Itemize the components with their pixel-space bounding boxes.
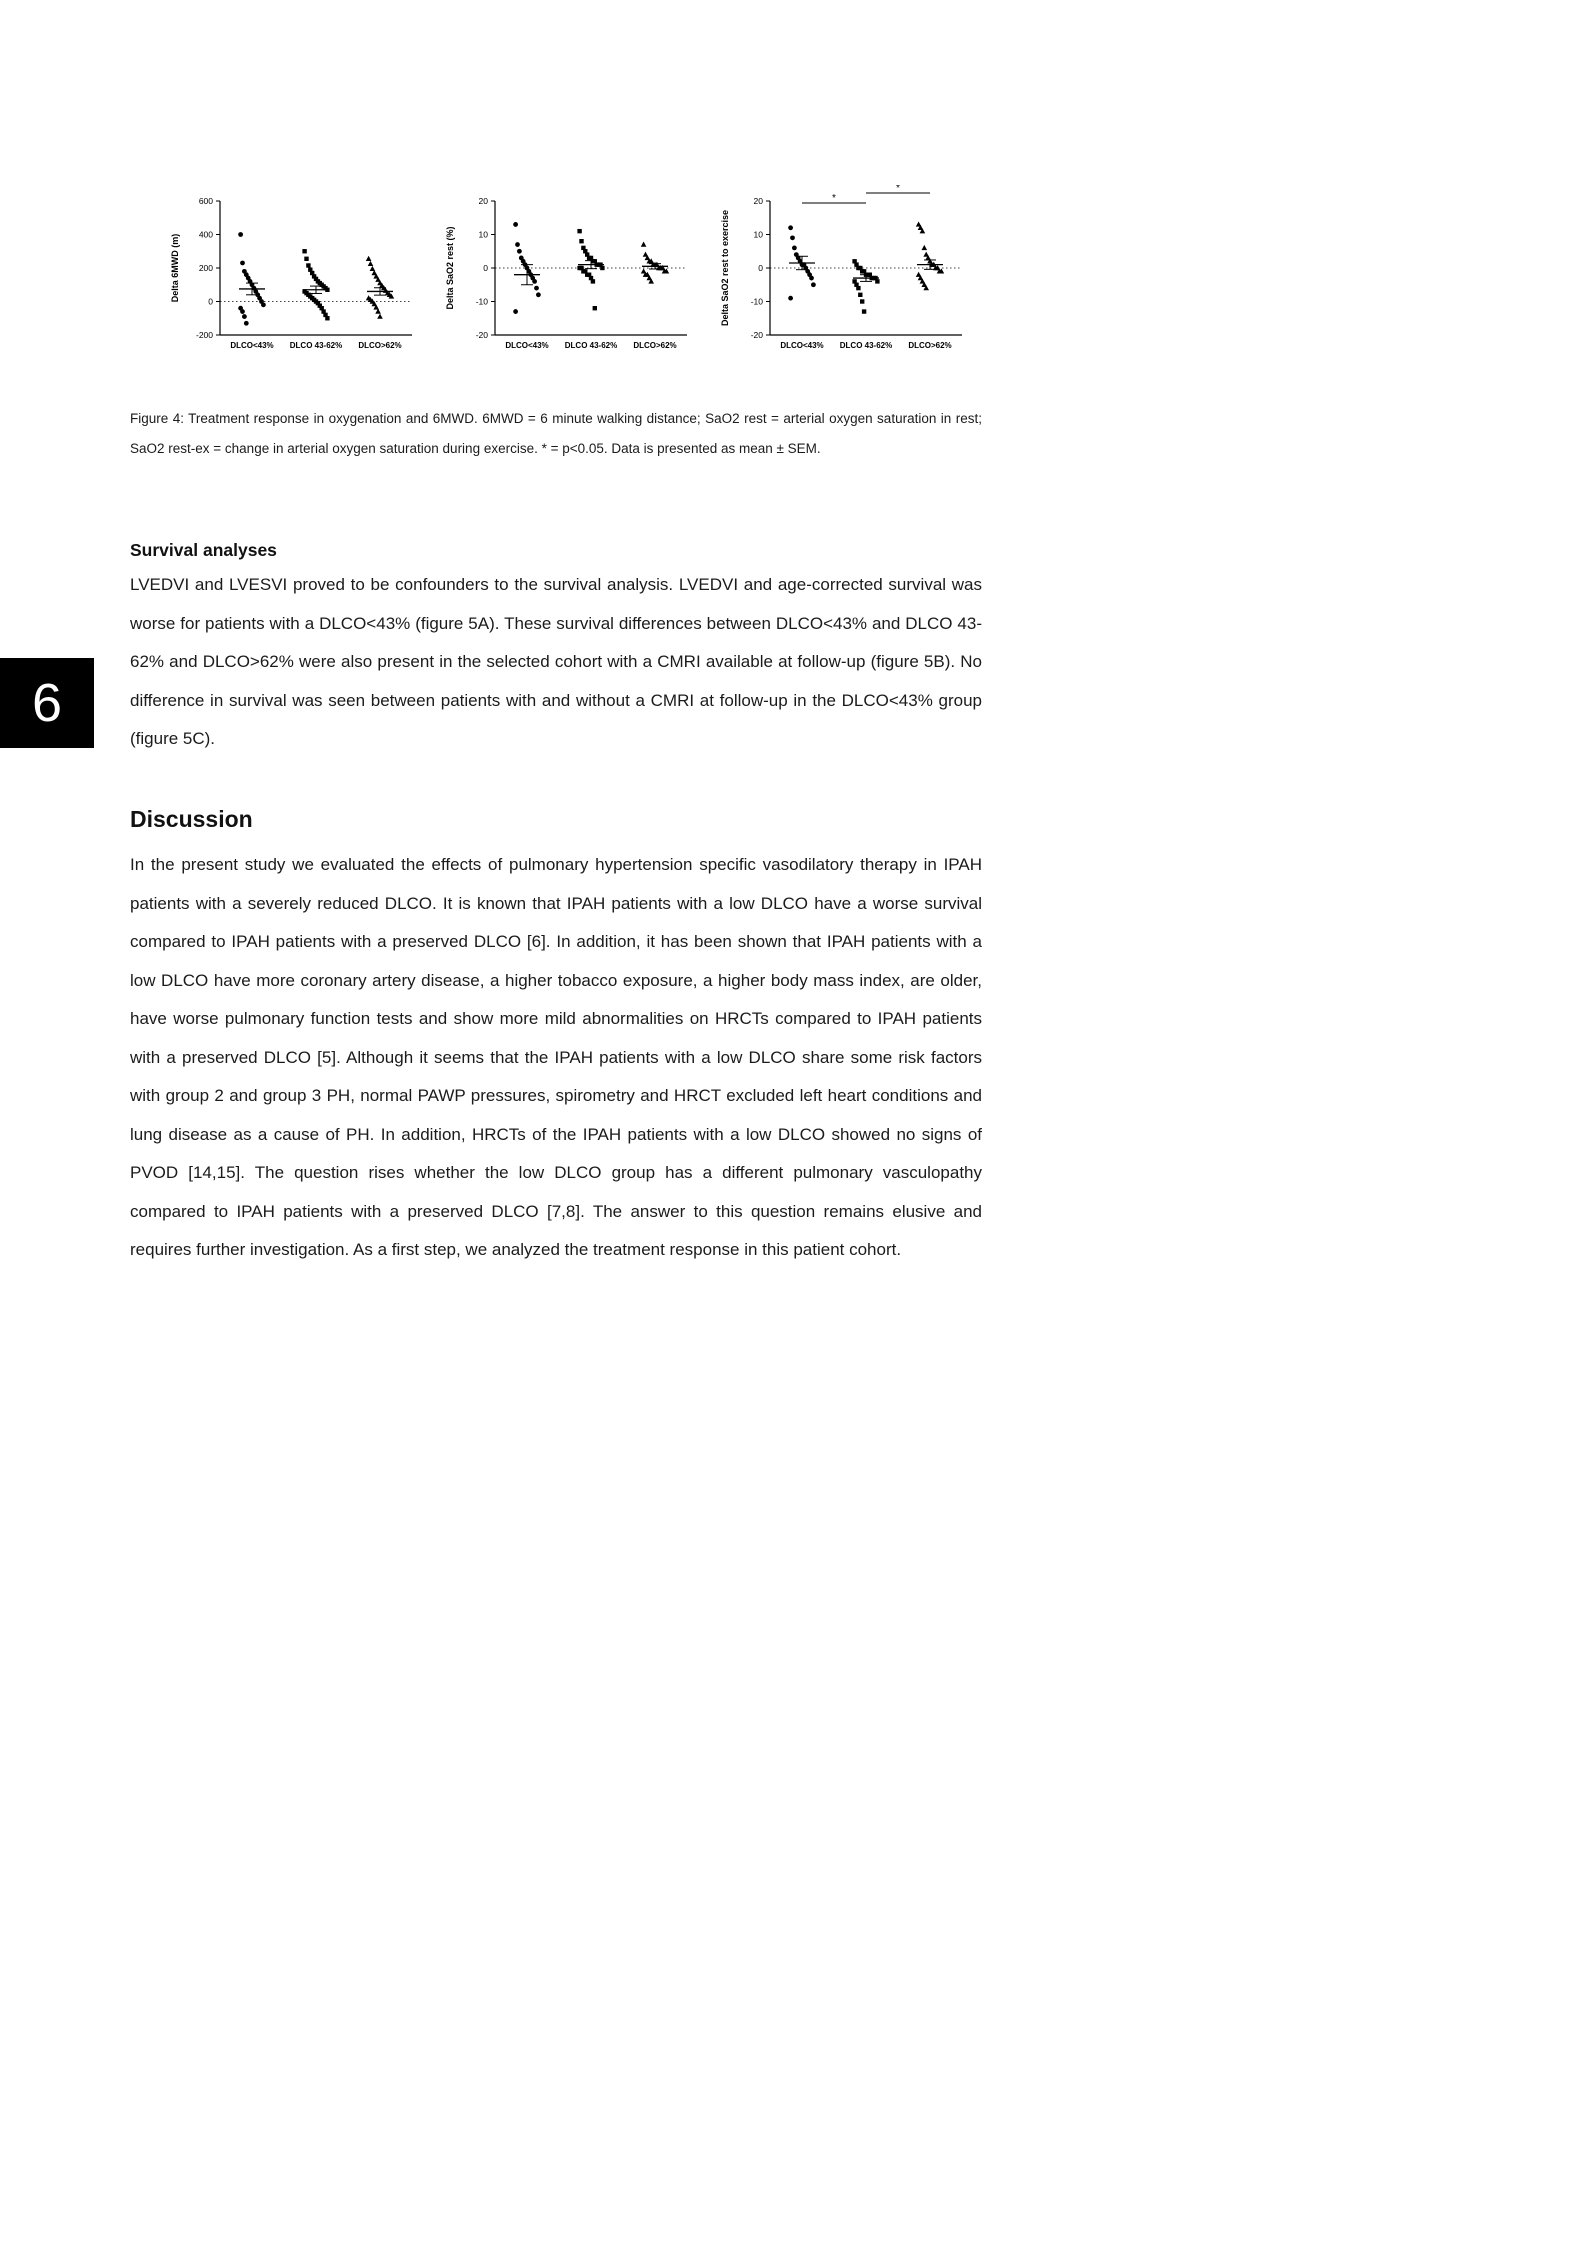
figure4-chart-delta-sao2-rest bbox=[443, 185, 693, 370]
svg-text:200: 200 bbox=[198, 263, 213, 273]
svg-text:0: 0 bbox=[758, 263, 763, 273]
svg-text:600: 600 bbox=[198, 196, 213, 206]
chapter-number-tab: 6 bbox=[0, 658, 94, 748]
svg-text:DLCO>62%: DLCO>62% bbox=[358, 341, 402, 350]
discussion-heading: Discussion bbox=[130, 806, 253, 832]
svg-text:-20: -20 bbox=[475, 330, 488, 340]
figure4-caption: Figure 4: Treatment response in oxygenation and 6MWD. 6MWD = 6 minute walking distance; SaO2 rest = arterial oxygen saturation in rest; SaO2 rest-ex = change in arterial oxygen saturation during exercise. * = p<0.05. Data is presented as mean ± SEM. bbox=[130, 411, 982, 456]
svg-text:Delta SaO2 rest to exercise: Delta SaO2 rest to exercise bbox=[720, 209, 730, 327]
figure4-chart-delta-6mwd bbox=[168, 185, 418, 370]
svg-text:DLCO>62%: DLCO>62% bbox=[633, 341, 677, 350]
svg-text:-200: -200 bbox=[195, 330, 213, 340]
svg-text:Delta 6MWD (m): Delta 6MWD (m) bbox=[170, 233, 180, 303]
svg-text:*: * bbox=[896, 185, 900, 194]
svg-text:-10: -10 bbox=[475, 296, 488, 307]
svg-text:DLCO<43%: DLCO<43% bbox=[780, 341, 824, 350]
svg-text:DLCO<43%: DLCO<43% bbox=[230, 341, 274, 350]
svg-text:DLCO 43-62%: DLCO 43-62% bbox=[289, 341, 343, 350]
survival-analyses-heading: Survival analyses bbox=[130, 540, 277, 560]
svg-text:*: * bbox=[832, 193, 836, 204]
svg-text:DLCO 43-62%: DLCO 43-62% bbox=[839, 341, 893, 350]
svg-text:-20: -20 bbox=[750, 330, 763, 340]
figure4-chart-delta-sao2-exercise bbox=[718, 185, 968, 370]
svg-text:400: 400 bbox=[198, 229, 213, 240]
svg-text:20: 20 bbox=[753, 196, 763, 206]
svg-text:-10: -10 bbox=[750, 296, 763, 307]
svg-text:20: 20 bbox=[478, 196, 488, 206]
svg-text:DLCO 43-62%: DLCO 43-62% bbox=[564, 341, 618, 350]
figure4-charts bbox=[168, 185, 968, 370]
svg-text:0: 0 bbox=[208, 296, 213, 307]
survival-analyses-paragraph: LVEDVI and LVESVI proved to be confounders to the survival analysis. LVEDVI and age-corrected survival was worse for patients with a DLCO<43% (figure 5A). These survival differences between DLCO<43% and DLCO 43-62% and DLCO>62% were also present in the selected cohort with a CMRI available at follow-up (figure 5B). No difference in survival was seen between patients with and without a CMRI at follow-up in the DLCO<43% group (figure 5C). bbox=[130, 575, 982, 748]
svg-text:DLCO>62%: DLCO>62% bbox=[908, 341, 952, 350]
discussion-paragraph: In the present study we evaluated the effects of pulmonary hypertension specific vasodilatory therapy in IPAH patients with a severely reduced DLCO. It is known that IPAH patients with a low DLCO have a worse survival compared to IPAH patients with a preserved DLCO [6]. In addition, it has been shown that IPAH patients with a low DLCO have more coronary artery disease, a higher tobacco exposure, a higher body mass index, are older, have worse pulmonary function tests and show more mild abnormalities on HRCTs compared to IPAH patients with a preserved DLCO [5]. Although it seems that the IPAH patients with a low DLCO share some risk factors with group 2 and group 3 PH, normal PAWP pressures, spirometry and HRCT excluded left heart conditions and lung disease as a cause of PH. In addition, HRCTs of the IPAH patients with a low DLCO showed no signs of PVOD [14,15]. The question rises whether the low DLCO group has a different pulmonary vasculopathy compared to IPAH patients with a preserved DLCO [7,8]. The answer to this question remains elusive and requires further investigation. As a first step, we analyzed the treatment response in this patient cohort. bbox=[130, 855, 982, 1259]
svg-text:0: 0 bbox=[483, 263, 488, 273]
svg-text:Delta SaO2 rest (%): Delta SaO2 rest (%) bbox=[445, 226, 455, 310]
svg-text:10: 10 bbox=[753, 229, 763, 240]
svg-text:10: 10 bbox=[478, 229, 488, 240]
svg-text:DLCO<43%: DLCO<43% bbox=[505, 341, 549, 350]
